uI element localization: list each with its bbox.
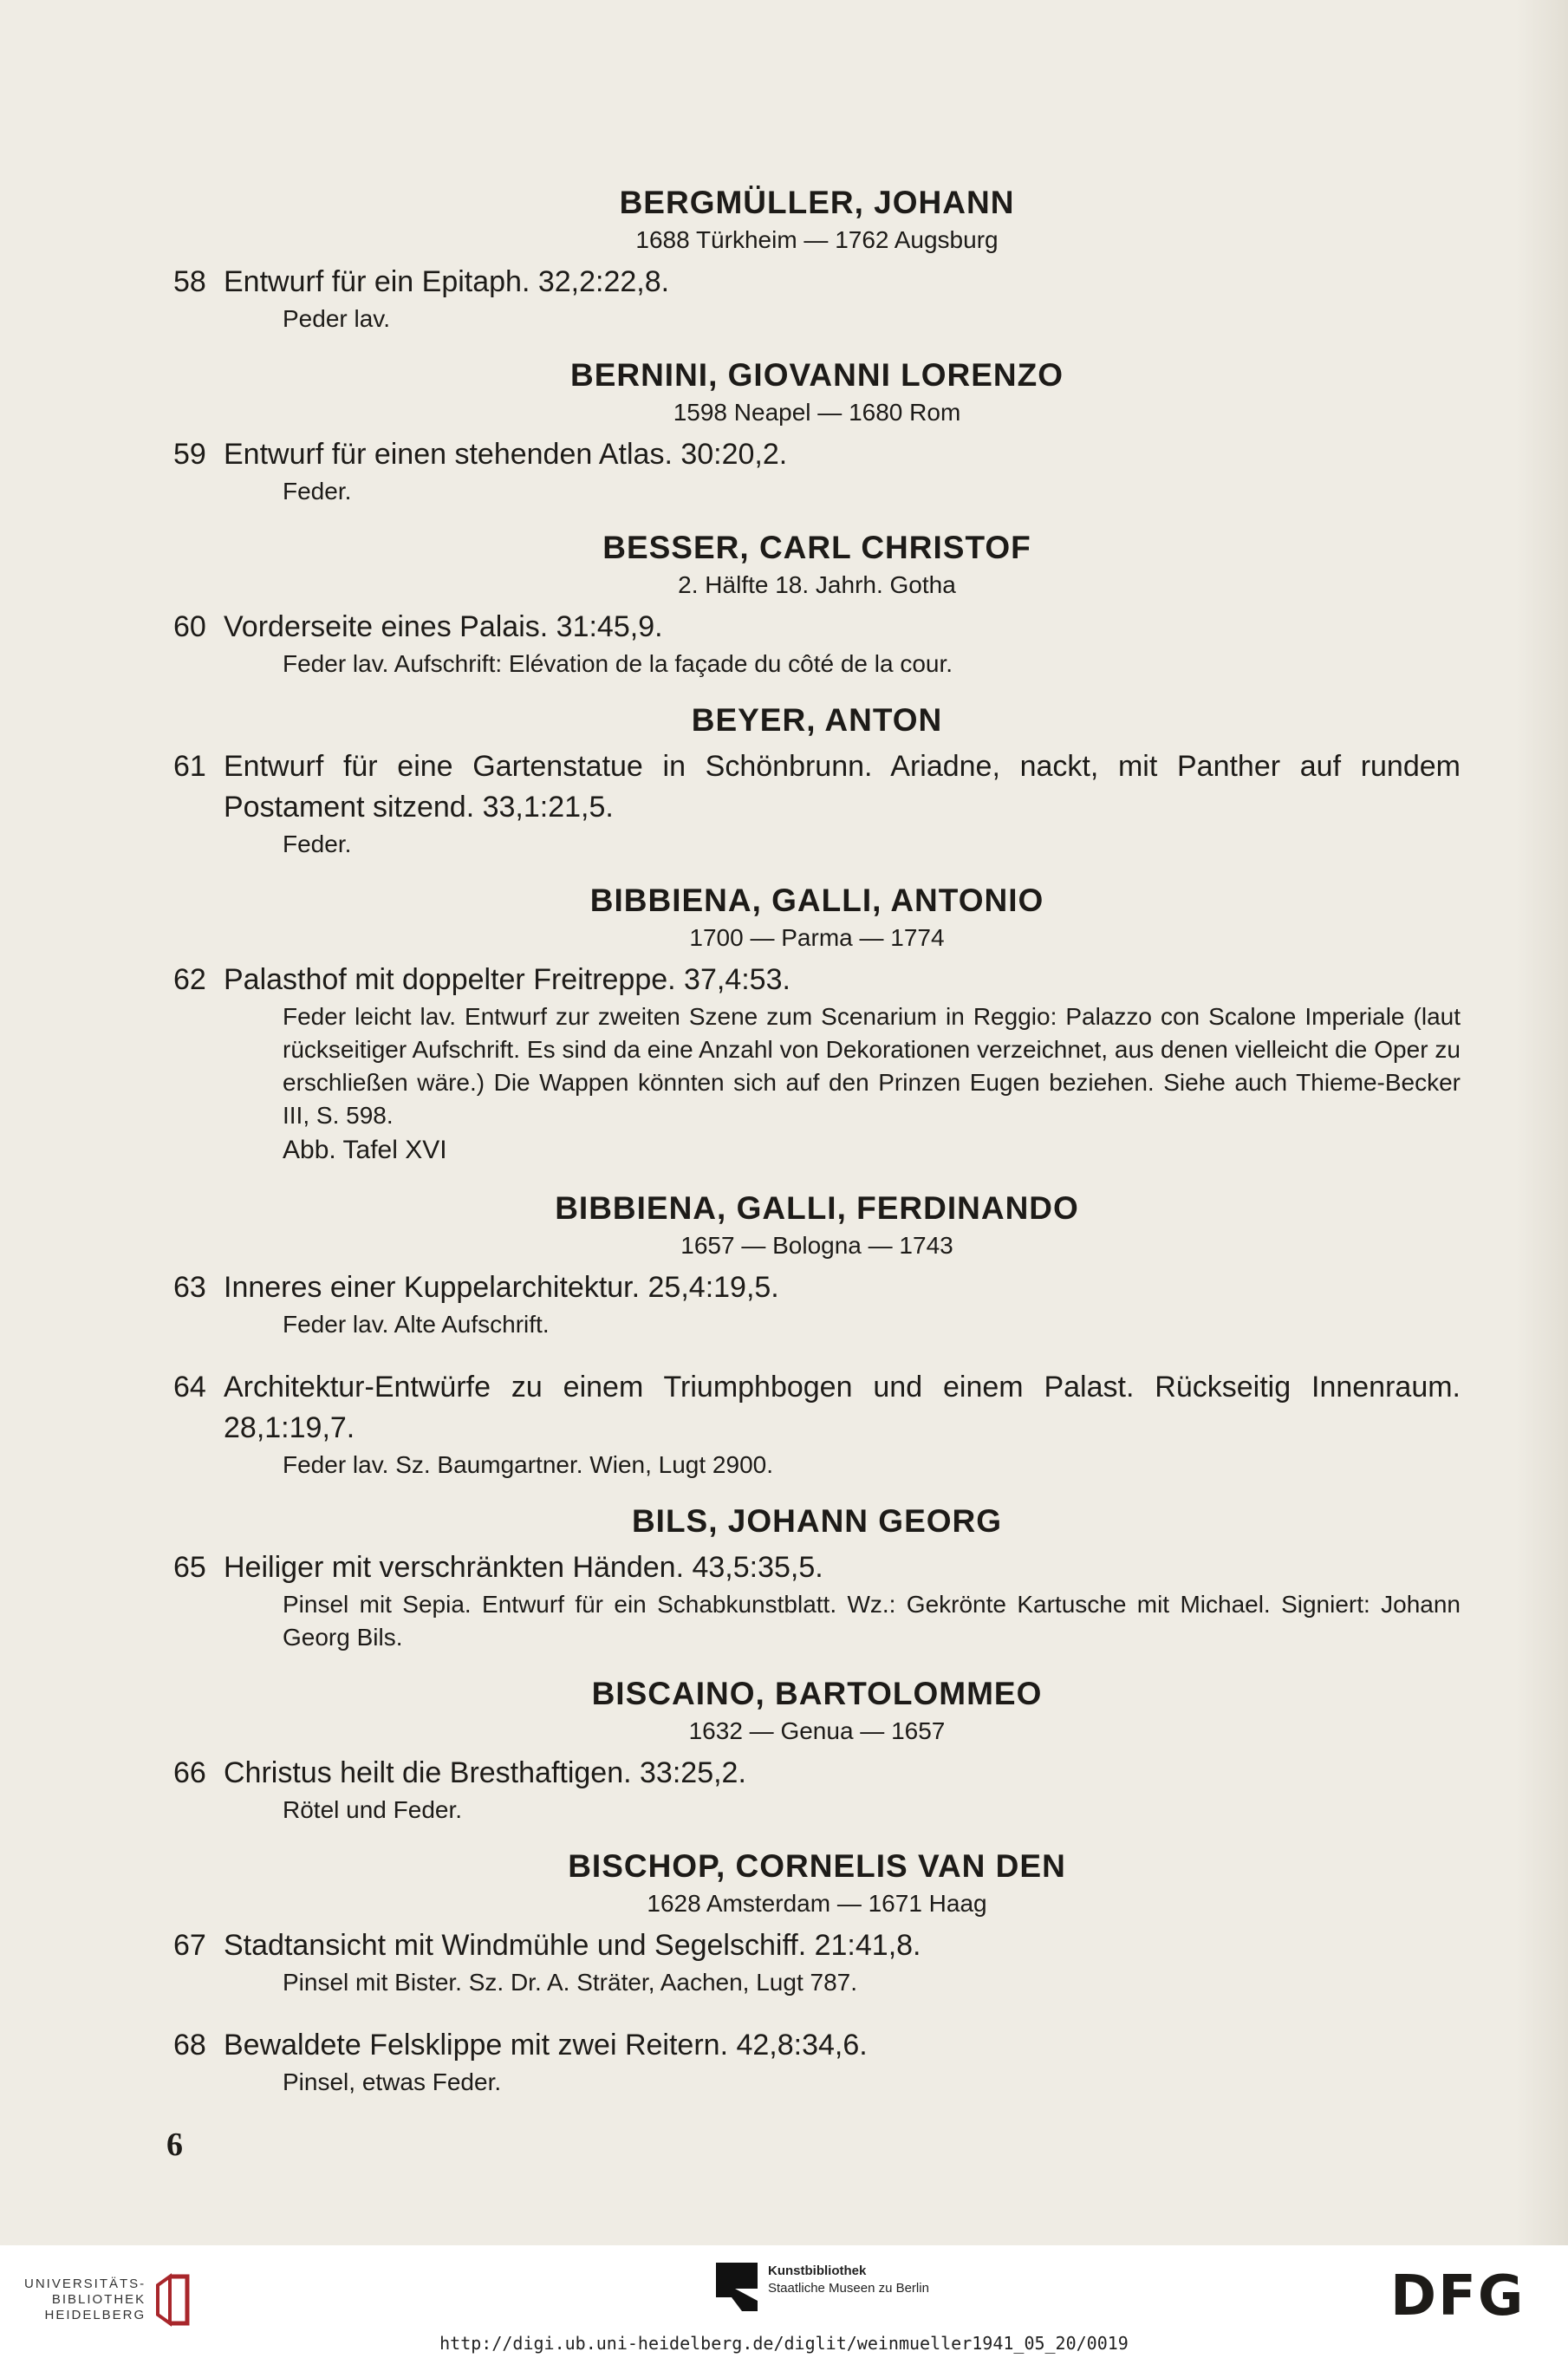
entry-figure-reference: Abb. Tafel XVI (283, 1136, 447, 1164)
entry-number: 64 (173, 1371, 206, 1404)
entry-notes: Pinsel mit Bister. Sz. Dr. A. Sträter, Aachen, Lugt 787. (283, 1969, 858, 1996)
uni-logo-line: BIBLIOTHEK (51, 2292, 146, 2307)
dfg-logo[interactable]: DFG (1390, 2264, 1526, 2329)
viewer-footer (0, 2245, 1568, 2358)
artist-section (173, 1673, 1461, 1827)
catalog-entry (173, 960, 1461, 1169)
entry-notes: Pinsel mit Sepia. Entwurf für ein Schabkunstblatt. Wz.: Gekrönte Kartusche mit Michael. Signiert: Johann Georg Bils. (283, 1591, 1461, 1651)
artist-section (173, 182, 1461, 335)
entry-number: 66 (173, 1756, 206, 1789)
kunstbibliothek-logo[interactable] (716, 2263, 929, 2316)
catalog-entry (173, 1547, 1461, 1654)
entry-number: 58 (173, 265, 206, 298)
artist-life-dates: 1632 — Genua — 1657 (688, 1717, 946, 1744)
artist-section (173, 1846, 1461, 2099)
kunstbibliothek-mark-icon (716, 2263, 758, 2316)
entry-notes: Feder lav. Sz. Baumgartner. Wien, Lugt 2900. (283, 1451, 774, 1478)
artist-section (173, 880, 1461, 1169)
artist-name: BESSER, CARL CHRISTOF (602, 530, 1031, 565)
entry-title: Palasthof mit doppelter Freitreppe. 37,4:53. (224, 963, 791, 996)
entry-title: Bewaldete Felsklippe mit zwei Reitern. 42,8:34,6. (224, 2029, 868, 2062)
artist-section (173, 527, 1461, 681)
catalog-entry (173, 1367, 1461, 1482)
university-library-logo-text (24, 2277, 146, 2323)
artist-section (173, 1188, 1461, 1482)
entry-title: Entwurf für eine Gartenstatue in Schönbrunn. Ariadne, nackt, mit Panther auf rundem Postament sitzend. 33,1:21,5. (224, 750, 1461, 824)
entry-number: 61 (173, 750, 206, 783)
artist-life-dates: 1628 Amsterdam — 1671 Haag (647, 1890, 987, 1917)
entry-title: Entwurf für einen stehenden Atlas. 30:20,2. (224, 438, 788, 471)
catalog-entry (173, 1267, 1461, 1341)
entry-title: Stadtansicht mit Windmühle und Segelschiff. 21:41,8. (224, 1929, 921, 1962)
entry-number: 68 (173, 2029, 206, 2062)
entry-number: 63 (173, 1271, 206, 1304)
uni-logo-line: HEIDELBERG (44, 2308, 146, 2322)
entry-notes: Feder. (283, 478, 352, 505)
permalink-url[interactable]: http://digi.ub.uni-heidelberg.de/diglit/weinmueller1941_05_20/0019 (439, 2333, 1129, 2354)
university-seal-icon (153, 2273, 192, 2327)
entry-number: 67 (173, 1929, 206, 1962)
artist-name: BEYER, ANTON (691, 702, 943, 738)
entry-title: Entwurf für ein Epitaph. 32,2:22,8. (224, 265, 670, 298)
page-edge-shadow (1516, 0, 1568, 2245)
artist-life-dates: 1598 Neapel — 1680 Rom (673, 399, 961, 426)
entry-number: 62 (173, 963, 206, 996)
entry-title: Architektur-Entwürfe zu einem Triumphbogen und einem Palast. Rückseitig Innenraum. 28,1:19,7. (224, 1371, 1461, 1444)
artist-life-dates: 1688 Türkheim — 1762 Augsburg (635, 226, 999, 253)
catalog-entry (173, 1925, 1461, 1999)
catalog-entry (173, 2025, 1461, 2099)
artist-name: BIBBIENA, GALLI, ANTONIO (589, 883, 1044, 918)
catalog-entry (173, 607, 1461, 681)
catalog-entry (173, 746, 1461, 861)
entry-number: 65 (173, 1551, 206, 1584)
entry-notes: Feder. (283, 831, 352, 857)
artist-life-dates: 1657 — Bologna — 1743 (680, 1232, 953, 1259)
uni-logo-line: UNIVERSITÄTS- (24, 2277, 146, 2291)
artist-name: BISCHOP, CORNELIS VAN DEN (568, 1848, 1066, 1884)
entry-title: Christus heilt die Bresthaftigen. 33:25,2. (224, 1756, 746, 1789)
artist-section (173, 700, 1461, 861)
entry-notes: Pinsel, etwas Feder. (283, 2068, 502, 2095)
entry-title: Heiliger mit verschränkten Händen. 43,5:35,5. (224, 1551, 823, 1584)
catalog-entry (173, 1753, 1461, 1827)
entry-number: 59 (173, 438, 206, 471)
entry-notes: Feder lav. Alte Aufschrift. (283, 1311, 550, 1338)
entry-title: Inneres einer Kuppelarchitektur. 25,4:19,5. (224, 1271, 779, 1304)
entry-notes: Feder lav. Aufschrift: Elévation de la façade du côté de la cour. (283, 650, 953, 677)
artist-name: BERNINI, GIOVANNI LORENZO (569, 357, 1064, 393)
artist-name: BISCAINO, BARTOLOMMEO (591, 1676, 1043, 1711)
page-number: 6 (166, 2127, 183, 2163)
artist-section (173, 1501, 1461, 1654)
artist-name: BILS, JOHANN GEORG (631, 1503, 1003, 1539)
entry-number: 60 (173, 610, 206, 643)
artist-life-dates: 2. Hälfte 18. Jahrh. Gotha (678, 571, 956, 598)
catalog-entry (173, 262, 1461, 335)
catalog-entry (173, 434, 1461, 508)
entry-title: Vorderseite eines Palais. 31:45,9. (224, 610, 663, 643)
entry-notes: Peder lav. (283, 305, 390, 332)
artist-section (173, 355, 1461, 508)
university-library-logo[interactable] (24, 2273, 192, 2327)
entry-notes: Feder leicht lav. Entwurf zur zweiten Szene zum Scenarium in Reggio: Palazzo con Scalone Imperiale (laut rückseitiger Aufschrift. Es sind da eine Anzahl von Dekorationen verzeichnet, aus denen vielleicht die Oper zu erschließen wäre.) Die Wappen könnten sich auf den Prinzen Eugen beziehen. Siehe auch Thieme-Becker III, S. 598. (283, 1003, 1461, 1129)
artist-name: BIBBIENA, GALLI, FERDINANDO (555, 1190, 1079, 1226)
artist-name: BERGMÜLLER, JOHANN (619, 185, 1015, 220)
artist-life-dates: 1700 — Parma — 1774 (689, 924, 945, 951)
entry-notes: Rötel und Feder. (283, 1796, 463, 1823)
kunstbibliothek-title: Kunstbibliothek (768, 2264, 867, 2278)
catalog-content (173, 182, 1461, 2099)
kunstbibliothek-subtitle: Staatliche Museen zu Berlin (768, 2281, 929, 2296)
